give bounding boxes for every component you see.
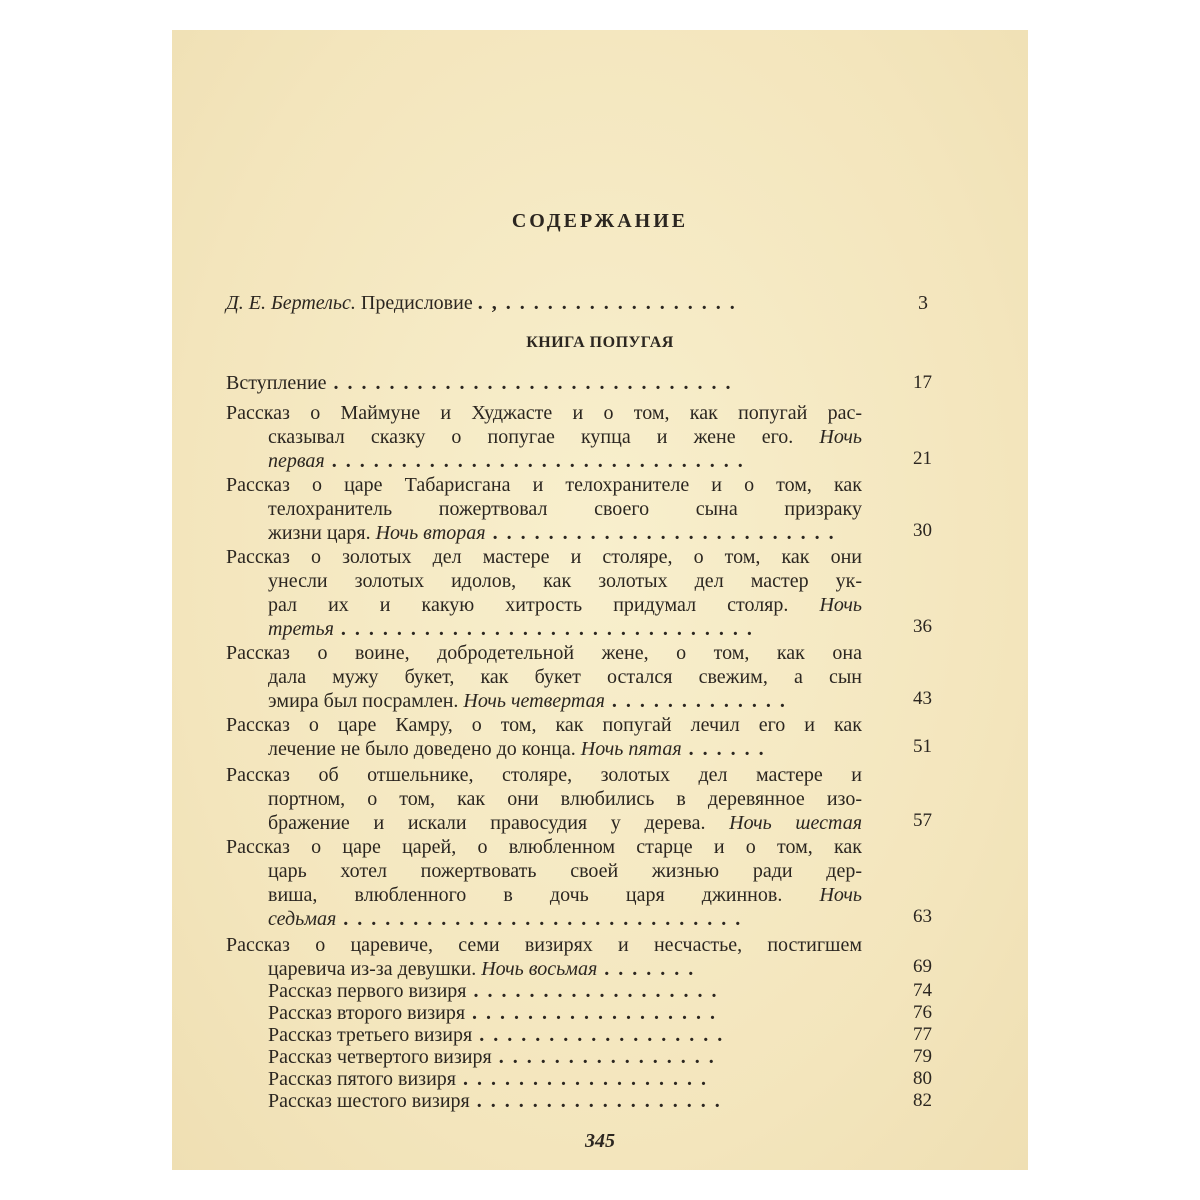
entry-page: 74 xyxy=(913,980,932,1001)
entry-line: Рассказ о царе царей, о влюбленном старце и о том, как xyxy=(226,836,862,858)
night-label: первая xyxy=(268,450,325,472)
entry-text: Рассказ четвертого визиря xyxy=(268,1046,492,1068)
entry-text: Рассказ шестого визиря xyxy=(268,1090,470,1112)
entry-page: 51 xyxy=(913,736,932,757)
section-heading: КНИГА ПОПУГАЯ xyxy=(526,334,674,351)
night-label: Ночь четвертая xyxy=(463,690,605,712)
entry-line xyxy=(226,372,916,394)
dot-leader: . . . . . . . . . . . . . . . . . . . . . . . . . xyxy=(485,522,836,544)
preface-entry xyxy=(226,292,936,315)
entry-text: сказывал сказку о попугае купца и жене его. xyxy=(268,426,794,448)
entry-text: Вступление xyxy=(226,372,327,394)
entry-page: 36 xyxy=(913,616,932,637)
dot-leader: . . . . . . . . . . . . . . . . . . xyxy=(469,1090,722,1112)
preface-title: Предисловие xyxy=(360,292,473,314)
dot-leader: . . . . . . . . . . . . . . . . . . . . . . . . . . . . . xyxy=(336,908,743,930)
dot-leader: . . . . . . . . . . . . . xyxy=(604,690,787,712)
night-label: Ночь xyxy=(819,884,862,906)
entry-text: царевича из-за девушки. xyxy=(268,958,477,980)
entry-text: Рассказ пятого визиря xyxy=(268,1068,456,1090)
entry-line: Рассказ об отшельнике, столяре, золотых дел мастере и xyxy=(226,764,862,786)
entry-text: бражение и искали правосудия у дерева. xyxy=(268,812,706,834)
entry-line xyxy=(268,980,862,1002)
night-label: Ночь xyxy=(819,426,862,448)
entry-page: 69 xyxy=(913,956,932,977)
dot-leader: . . . . . . . . . . . . . . . . . . xyxy=(466,980,719,1002)
entry-text: Рассказ третьего визиря xyxy=(268,1024,473,1046)
entry-line: дала мужу букет, как букет остался свежим, а сын xyxy=(268,666,862,688)
entry-line xyxy=(268,958,862,980)
entry-page: 79 xyxy=(913,1046,932,1067)
entry-text: рал их и какую хитрость придумал столяр. xyxy=(268,594,789,616)
entry-line xyxy=(268,884,862,906)
dot-leader: . , . . . . . . . . . . . . . . . . . xyxy=(477,292,737,314)
dot-leader: . . . . . . . xyxy=(597,958,696,980)
entry-line xyxy=(268,812,862,834)
dot-leader: . . . . . . . . . . . . . . . . . . . . . . . . . . . . . . xyxy=(324,450,745,472)
dot-leader: . . . . . . . . . . . . . . . . . . . . . . . . . . . . . xyxy=(326,372,733,394)
entry-line: Рассказ о воине, добродетельной жене, о том, как она xyxy=(226,642,862,664)
entry-line xyxy=(268,738,862,760)
dot-leader: . . . . . . . . . . . . . . . . . . . . . . . . . . . . . . xyxy=(333,618,754,640)
entry-page: 21 xyxy=(913,448,932,469)
page-number: 345 xyxy=(585,1130,615,1152)
dot-leader: . . . . . . xyxy=(681,738,766,760)
night-label: Ночь xyxy=(819,594,862,616)
dot-leader: . . . . . . . . . . . . . . . . . . xyxy=(455,1068,708,1090)
entry-line xyxy=(268,908,862,930)
night-label: Ночь пятая xyxy=(580,738,682,760)
entry-line xyxy=(268,1002,862,1024)
entry-line: телохранитель пожертвовал своего сына призраку xyxy=(268,498,862,520)
preface-page: 3 xyxy=(918,292,928,314)
entry-line xyxy=(268,450,862,472)
entry-line xyxy=(268,690,862,712)
dot-leader: . . . . . . . . . . . . . . . . . . xyxy=(465,1002,718,1024)
entry-line: Рассказ о царевиче, семи визирях и несчастье, постигшем xyxy=(226,934,862,956)
entry-line xyxy=(268,426,862,448)
night-label: Ночь вторая xyxy=(375,522,486,544)
entry-page: 77 xyxy=(913,1024,932,1045)
entry-text: лечение не было доведено до конца. xyxy=(268,738,576,760)
book-page xyxy=(172,30,1028,1170)
entry-page: 76 xyxy=(913,1002,932,1023)
entry-text: виша, влюбленного в дочь царя джиннов. xyxy=(268,884,783,906)
preface-author: Д. Е. Бертельс. xyxy=(226,292,356,314)
night-label: Ночь шестая xyxy=(729,812,862,834)
entry-line: Рассказ о Маймуне и Худжасте и о том, как попугай рас- xyxy=(226,402,862,424)
entry-line xyxy=(268,1024,862,1046)
entry-text: жизни царя. xyxy=(268,522,371,544)
night-label: седьмая xyxy=(268,908,337,930)
entry-text: Рассказ первого визиря xyxy=(268,980,467,1002)
entry-line: Рассказ о золотых дел мастере и столяре, о том, как они xyxy=(226,546,862,568)
entry-text: эмира был посрамлен. xyxy=(268,690,459,712)
entry-line: Рассказ о царе Табарисгана и телохранителе и о том, как xyxy=(226,474,862,496)
entry-page: 82 xyxy=(913,1090,932,1111)
entry-page: 30 xyxy=(913,520,932,541)
entry-page: 43 xyxy=(913,688,932,709)
contents-title: СОДЕРЖАНИЕ xyxy=(511,210,689,232)
night-label: третья xyxy=(268,618,334,640)
dot-leader: . . . . . . . . . . . . . . . . . . xyxy=(472,1024,725,1046)
entry-line xyxy=(268,618,862,640)
entry-line: царь хотел пожертвовать своей жизнью ради дер- xyxy=(268,860,862,882)
entry-line xyxy=(268,594,862,616)
entry-page: 17 xyxy=(913,372,932,393)
entry-line: унесли золотых идолов, как золотых дел мастер ук- xyxy=(268,570,862,592)
entry-text: Рассказ второго визиря xyxy=(268,1002,466,1024)
entry-page: 80 xyxy=(913,1068,932,1089)
dot-leader: . . . . . . . . . . . . . . . . xyxy=(491,1046,716,1068)
entry-line xyxy=(268,1046,862,1068)
entry-line xyxy=(268,1068,862,1090)
entry-line: портном, о том, как они влюбились в деревянное изо- xyxy=(268,788,862,810)
entry-line xyxy=(268,1090,862,1112)
entry-page: 57 xyxy=(913,810,932,831)
entry-page: 63 xyxy=(913,906,932,927)
entry-line: Рассказ о царе Камру, о том, как попугай лечил его и как xyxy=(226,714,862,736)
entry-line xyxy=(268,522,862,544)
night-label: Ночь восьмая xyxy=(481,958,598,980)
